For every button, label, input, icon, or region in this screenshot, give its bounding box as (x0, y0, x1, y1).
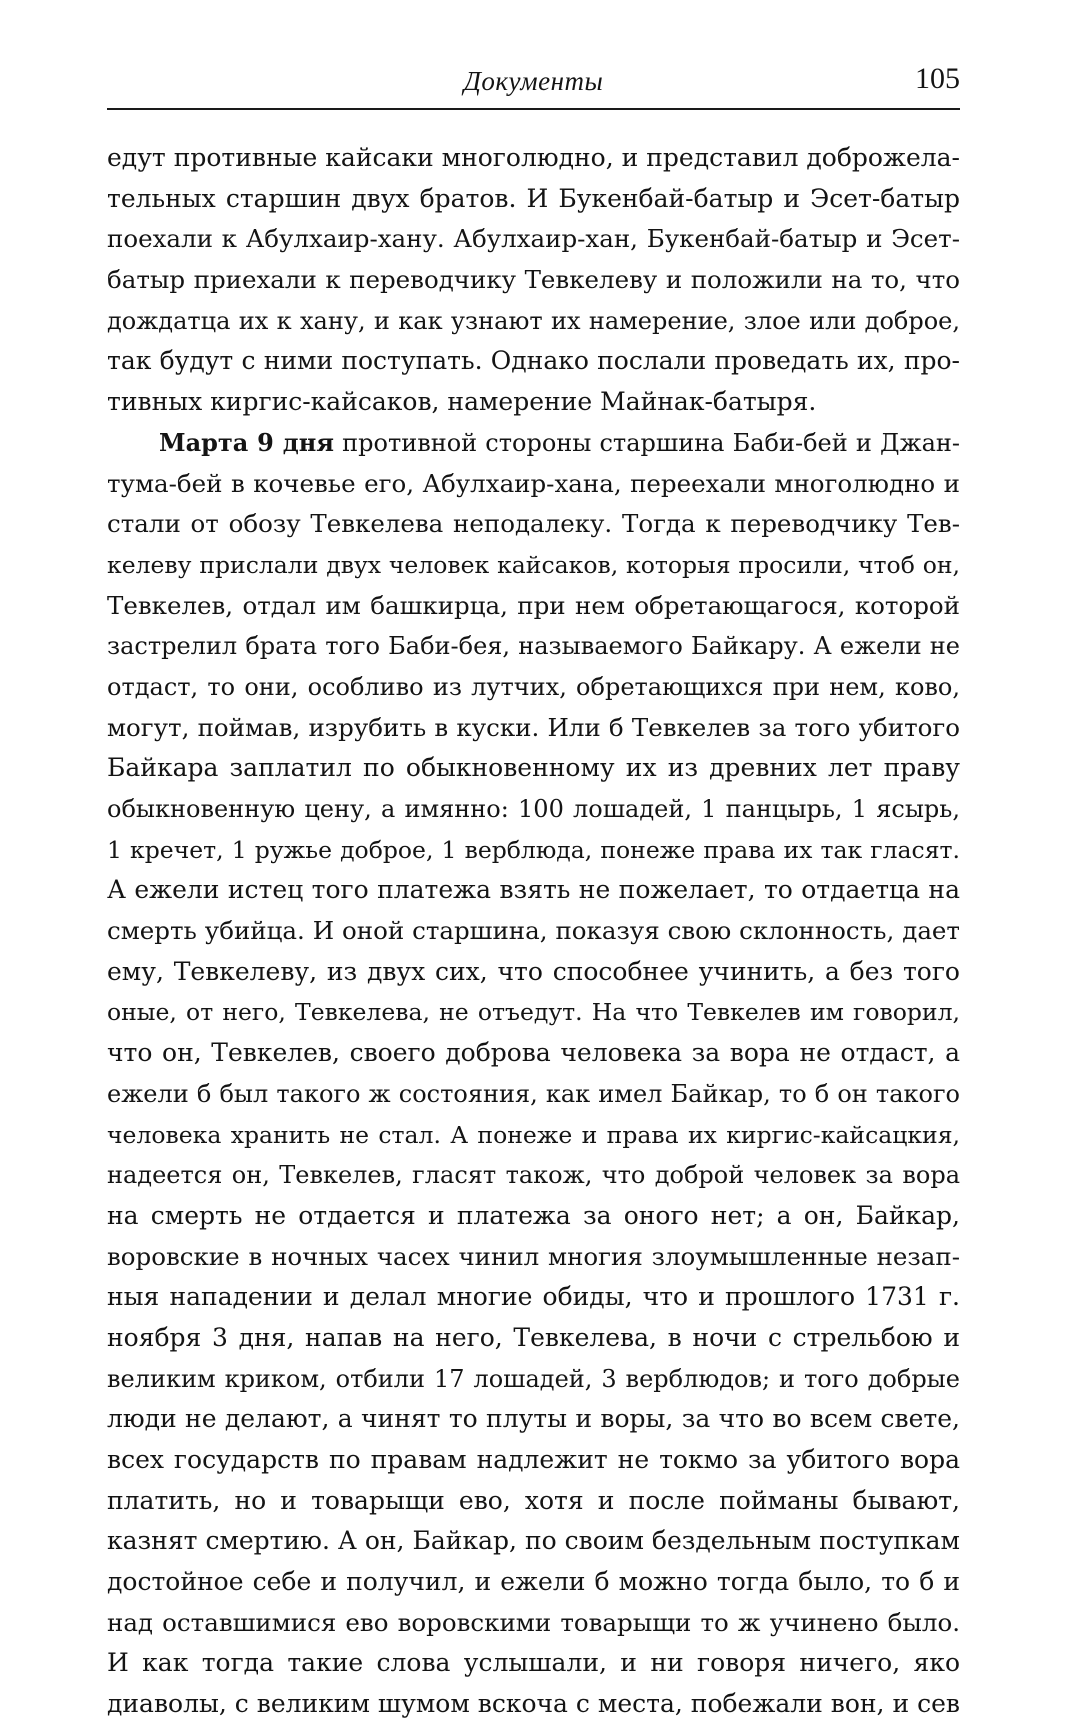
text-line: оные, от него, Тевкелева, не отъедут. На что Тевкелев им говорил, (107, 998, 960, 1027)
page-number: 105 (915, 62, 960, 95)
text-line: тума-бей в кочевье его, Абулхаир-хана, переехали многолюдно и (107, 468, 960, 498)
text-line: платить, но и товарыщи ево, хотя и после пойманы бывают, (107, 1485, 960, 1515)
paragraph-first-line (107, 423, 960, 464)
text-line: диаволы, с великим шумом вскоча с места, побежали вон, и сев (107, 1689, 960, 1719)
text-line: 1 кречет, 1 ружье доброе, 1 верблюда, понеже права их так гласят. (107, 835, 960, 864)
section-title: Документы (463, 66, 604, 96)
text-line: Байкара заплатил по обыкновенному их из древних лет праву (107, 753, 960, 783)
text-line: Тевкелев, отдал им башкирца, при нем обретающагося, которой (107, 590, 960, 620)
text-line: великим криком, отбили 17 лошадей, 3 верблюдов; и того добрые (107, 1364, 960, 1393)
text-line: едут противные кайсаки многолюдно, и представил доброжела- (107, 143, 960, 172)
text-line: ныя нападении и делал многие обиды, что и прошлого 1731 г. (107, 1282, 960, 1312)
text-line: ноября 3 дня, напав на него, Тевкелева, в ночи с стрельбою и (107, 1322, 960, 1352)
text-line: на смерть не отдается и платежа за оного нет; а он, Байкар, (107, 1200, 960, 1230)
text-line: достойное себе и получил, и ежели б можно тогда было, то б и (107, 1567, 960, 1597)
text-line: могут, поймав, изрубить в куски. Или б Тевкелев за того убитого (107, 712, 960, 742)
text-line: что он, Тевкелев, своего доброва человека за вора не отдаст, а (107, 1038, 960, 1068)
text-line: человека хранить не стал. А понеже и права их киргис-кайсацкия, (107, 1120, 960, 1149)
header-rule (107, 108, 960, 110)
text-line: смерть убийца. И оной старшина, показуя свою склонность, дает (107, 916, 960, 946)
text-line: ежели б был такого ж состояния, как имел Байкар, то б он такого (107, 1079, 960, 1108)
text-line: И как тогда такие слова услышали, и ни говоря ничего, яко (107, 1648, 960, 1678)
body-text (107, 138, 960, 1725)
text-line: келеву прислали двух человек кайсаков, которыя просили, чтоб он, (107, 550, 960, 579)
text-line: батыр приехали к переводчику Тевкелеву и положили на то, что (107, 265, 960, 295)
running-head (107, 60, 960, 106)
text-line: люди не делают, а чинят то плуты и воры, за что во всем свете, (107, 1404, 960, 1434)
text-line: стали от обозу Тевкелева неподалеку. Тогда к переводчику Тев- (107, 509, 960, 539)
text-line: тельных старшин двух братов. И Букенбай-батыр и Эсет-батыр (107, 183, 960, 213)
text-line: застрелил брата того Баби-бея, называемого Байкару. А ежели не (107, 632, 960, 661)
text-line: ему, Тевкелеву, из двух сих, что способнее учинить, а без того (107, 956, 960, 986)
text-line: так будут с ними поступать. Однако послали проведать их, про- (107, 346, 960, 376)
text-line: дождатца их к хану, и как узнают их намерение, злое или доброе, (107, 306, 960, 335)
text-line: надеется он, Тевкелев, гласят також, что доброй человек за вора (107, 1161, 960, 1190)
text-line: казнят смертию. А он, Байкар, по своим бездельным поступкам (107, 1526, 960, 1556)
text-line: поехали к Абулхаир-хану. Абулхаир-хан, Букенбай-батыр и Эсет- (107, 224, 960, 254)
text-line: всех государств по правам надлежит не токмо за убитого вора (107, 1445, 960, 1474)
date-lead-phrase: Марта 9 дня (159, 427, 335, 457)
text-line: обыкновенную цену, а имянно: 100 лошадей, 1 панцырь, 1 ясырь, (107, 795, 960, 823)
text-line: воровские в ночных часех чинил многия злоумышленные незап- (107, 1241, 960, 1271)
text-line: тивных киргис-кайсаков, намерение Майнак-батыря. (107, 387, 817, 417)
text-line: над оставшимися ево воровскими товарыщи то ж учинено было. (107, 1607, 960, 1637)
text-line: А ежели истец того платежа взять не пожелает, то отдаетца на (107, 875, 960, 905)
text-line: отдаст, то они, особливо из лутчих, обретающихся при нем, ково, (107, 672, 960, 701)
text-run: противной стороны старшина Баби-бей и Джан- (334, 428, 960, 457)
